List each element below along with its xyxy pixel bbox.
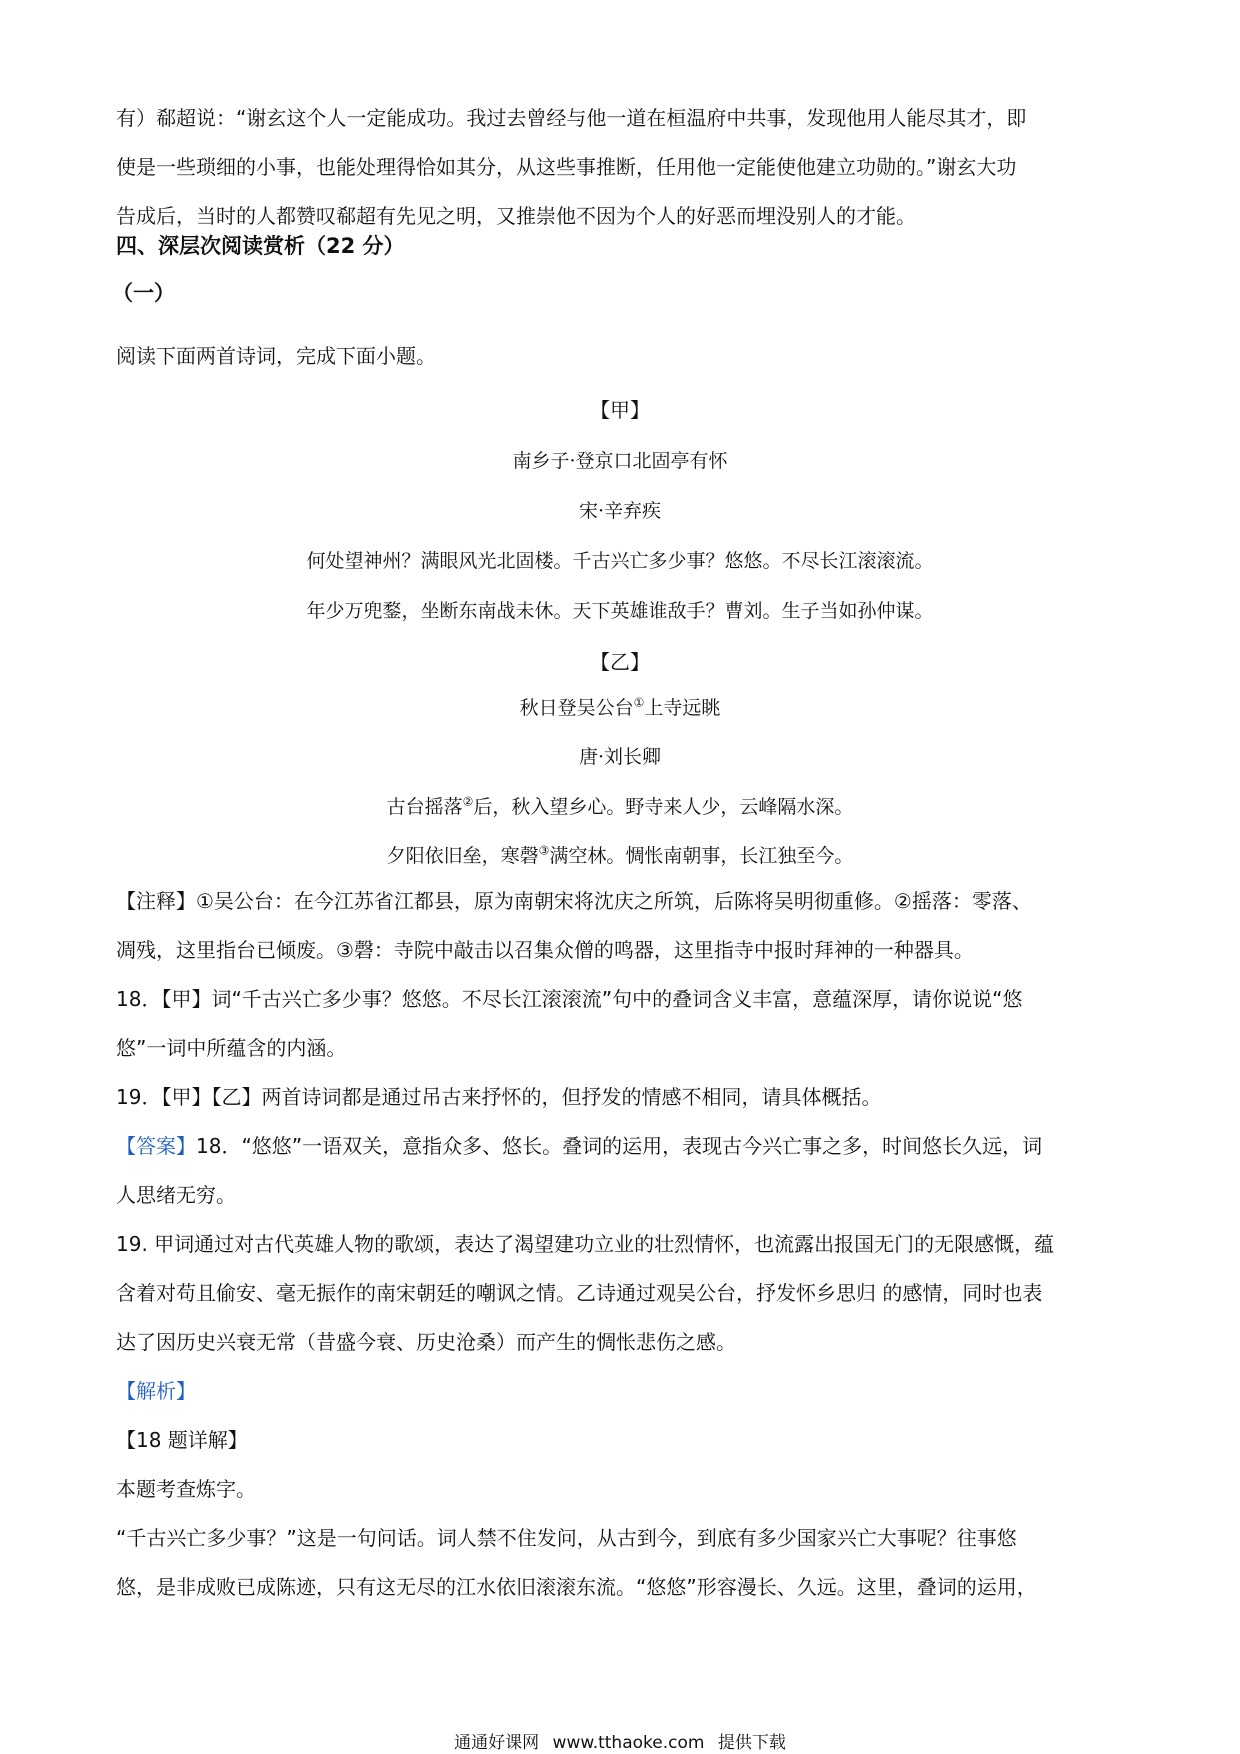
footnote-marker: ② [462, 794, 474, 809]
poem-b-title [0, 693, 1240, 720]
answer-line-1 [116, 1122, 1126, 1171]
poem-b-line-2-pre: 夕阳依旧垒，寒磬 [386, 845, 539, 867]
poem-b-line-2 [0, 841, 1240, 868]
question-19 [116, 1073, 1126, 1122]
footnote-marker: ③ [538, 843, 550, 858]
answer-label: 【答案】 [116, 1134, 196, 1158]
answer-19-line: 达了因历史兴衰无常（昔盛今衰、历史沧桑）而产生的惆怅悲伤之感。 [116, 1330, 736, 1354]
answer-18-text: 18．“悠悠”一语双关，意指众多、悠长。叠词的运用，表现古今兴亡事之多，时间悠长久远，词 [196, 1134, 1043, 1158]
intro-line: 告成后，当时的人都赞叹郗超有先见之明，又推崇他不因为个人的好恶而埋没别人的才能。 [116, 204, 916, 228]
section-title: 四、深层次阅读赏析（22 分） [116, 234, 405, 258]
poem-a-line-1: 何处望神州？满眼风光北固楼。千古兴亡多少事？悠悠。不尽长江滚滚流。 [306, 550, 934, 572]
analysis-block [116, 1367, 1126, 1612]
footer-site-name: 通通好课网 [454, 1733, 540, 1753]
poem-b-label: 【乙】 [590, 650, 650, 674]
poem-a-label: 【甲】 [590, 398, 650, 422]
analysis-label: 【解析】 [116, 1379, 196, 1403]
answer-block [116, 1122, 1126, 1220]
intro-line: 使是一些琐细的小事，也能处理得恰如其分，从这些事推断，任用他一定能使他建立功勋的。”谢玄大功 [116, 155, 1017, 179]
analysis-line: “千古兴亡多少事？”这是一句问话。词人禁不住发问，从古到今，到底有多少国家兴亡大事呢？往事悠 [116, 1526, 1017, 1550]
footer-url[interactable]: www.tthaoke.com [552, 1733, 705, 1753]
answer-19-line: 19. 甲词通过对古代英雄人物的歌颂，表达了渴望建功立业的壮烈情怀，也流露出报国无门的无限感慨，蕴 [116, 1232, 1055, 1256]
question-18-line: 悠”一词中所蕴含的内涵。 [116, 1036, 347, 1060]
footer-tail: 提供下载 [717, 1733, 786, 1753]
answer-line-2: 人思绪无穷。 [116, 1183, 236, 1207]
intro-line: 有）郗超说：“谢玄这个人一定能成功。我过去曾经与他一道在桓温府中共事，发现他用人能尽其才，即 [116, 106, 1027, 130]
notes-line: 【注释】①吴公台：在今江苏省江都县，原为南朝宋将沈庆之所筑，后陈将吴明彻重修。②摇落：零落、 [116, 889, 1032, 913]
poem-b-line-1 [0, 792, 1240, 819]
poem-b-title-post: 上寺远眺 [644, 697, 721, 719]
notes [116, 877, 1126, 975]
notes-line: 凋残，这里指台已倾废。③磬：寺院中敲击以召集众僧的鸣器，这里指寺中报时拜神的一种器具。 [116, 938, 974, 962]
section-subtitle: （一） [112, 281, 175, 305]
poem-a-line-2: 年少万兜鍪，坐断东南战未休。天下英雄谁敌手？曹刘。生子当如孙仲谋。 [306, 600, 934, 622]
analysis-detail-label: 【18 题详解】 [116, 1428, 248, 1452]
poem-b-line-1-pre: 古台摇落 [386, 796, 463, 818]
poem-b-author: 唐·刘长卿 [578, 746, 662, 768]
poem-b-line-1-post: 后，秋入望乡心。野寺来人少，云峰隔水深。 [473, 796, 854, 818]
question-18 [116, 975, 1126, 1073]
intro-paragraph [116, 94, 1126, 241]
question-19-line: 19．【甲】【乙】两首诗词都是通过吊古来抒怀的，但抒发的情感不相同，请具体概括。 [116, 1085, 882, 1109]
page-footer [0, 1728, 1240, 1753]
analysis-topic: 本题考查炼字。 [116, 1477, 256, 1501]
analysis-line: 悠，是非成败已成陈迹，只有这无尽的江水依旧滚滚东流。“悠悠”形容漫长、久远。这里，叠词的运用， [116, 1575, 1037, 1599]
question-18-line: 18．【甲】词“千古兴亡多少事？悠悠。不尽长江滚滚流”句中的叠词含义丰富，意蕴深厚，请你说说“悠 [116, 987, 1023, 1011]
footnote-marker: ① [633, 695, 645, 710]
poem-b-title-pre: 秋日登吴公台 [519, 697, 634, 719]
answer-19 [116, 1220, 1126, 1367]
poem-a-author: 宋·辛弃疾 [578, 500, 662, 522]
poem-a-title: 南乡子·登京口北固亭有怀 [512, 450, 728, 472]
answer-19-line: 含着对苟且偷安、毫无振作的南宋朝廷的嘲讽之情。乙诗通过观吴公台，抒发怀乡思归 的感情，同时也表 [116, 1281, 1043, 1305]
instruction: 阅读下面两首诗词，完成下面小题。 [116, 344, 436, 368]
poem-b-line-2-post: 满空林。惆怅南朝事，长江独至今。 [549, 845, 854, 867]
